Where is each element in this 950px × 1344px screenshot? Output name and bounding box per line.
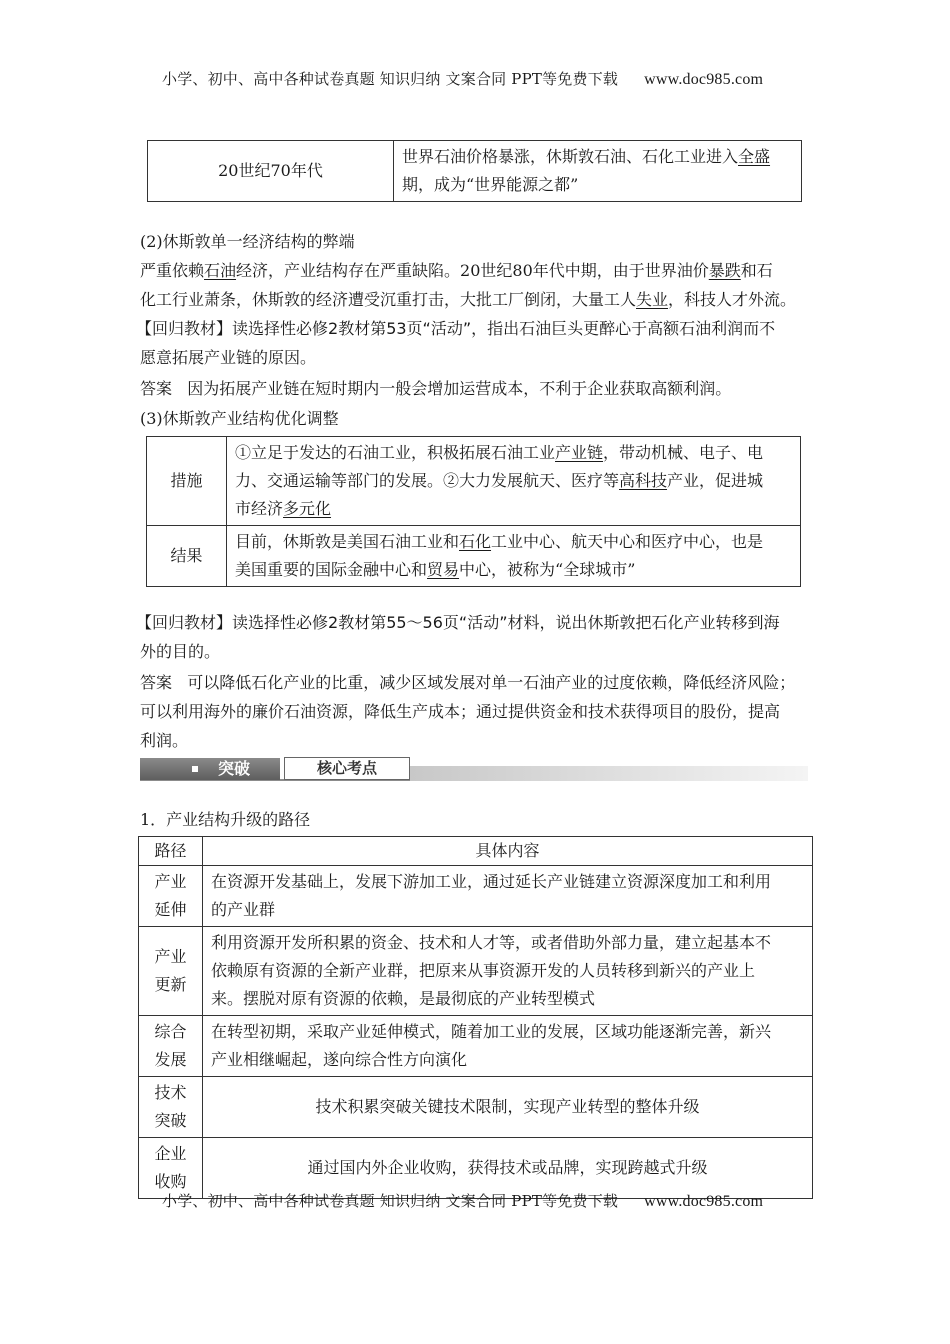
answer-text: 可以降低石化产业的比重，减少区域发展对单一石油产业的过度依赖，降低经济风险； [187, 673, 796, 692]
upgrade-header-path: 路径 [139, 837, 203, 866]
section-bar-left-label: 突破 [218, 759, 251, 778]
page-header [162, 68, 763, 89]
era-desc-cell [394, 141, 802, 202]
review2-text: 读选择性必修2教材第55～56页“活动”材料，说出休斯敦把石化产业转移到海 [232, 613, 780, 632]
path-content: 在资源开发基础上，发展下游加工业，通过延长产业链建立资源深度加工和利用 的产业群 [203, 866, 813, 927]
answer-text: 因为拓展产业链在短时期内一般会增加运营成本，不利于企业获取高额利润。 [187, 379, 732, 398]
answer-label: 答案 [140, 673, 173, 692]
section3-title: (3)休斯敦产业结构优化调整 [140, 409, 339, 428]
page-footer [162, 1190, 763, 1211]
answer-label: 答案 [140, 379, 173, 398]
header-site[interactable]: www.doc985.com [644, 71, 764, 88]
era-table [147, 140, 802, 202]
review2-answer-line3: 利润。 [140, 731, 189, 750]
review1-line2: 愿意拓展产业链的原因。 [140, 348, 317, 367]
review-tag: 【回归教材】 [136, 613, 233, 632]
upgrade-title: 1．产业结构升级的路径 [140, 810, 311, 829]
path-content: 技术积累突破关键技术限制，实现产业转型的整体升级 [203, 1077, 813, 1138]
review2-line2: 外的目的。 [140, 642, 221, 661]
bullet-square-icon [192, 766, 198, 772]
era-cell: 20世纪70年代 [148, 141, 394, 202]
review-tag: 【回归教材】 [136, 319, 233, 338]
path-label: 企业 收购 [139, 1138, 203, 1199]
path-label: 综合 发展 [139, 1016, 203, 1077]
era-desc-underline: 全盛 [738, 147, 771, 166]
review1-line1 [136, 314, 775, 343]
path-label: 技术 突破 [139, 1077, 203, 1138]
era-desc-text-2: 期，成为“世界能源之都” [402, 175, 579, 194]
section2-line2: 化工行业萧条，休斯敦的经济遭受沉重打击，大批工厂倒闭，大量工人失业，科技人才外流。 [140, 290, 797, 309]
review2-answer-line2: 可以利用海外的廉价石油资源，降低生产成本；通过提供资金和技术获得项目的股份，提高 [140, 702, 781, 721]
upgrade-table [138, 836, 813, 1199]
upgrade-header-content: 具体内容 [203, 837, 813, 866]
review2-line1 [136, 608, 780, 637]
path-label: 产业 更新 [139, 927, 203, 1016]
footer-site[interactable]: www.doc985.com [644, 1193, 764, 1210]
path-label: 产业 延伸 [139, 866, 203, 927]
optimize-table [146, 436, 801, 587]
review1-answer [140, 374, 731, 403]
path-content: 利用资源开发所积累的资金、技术和人才等，或者借助外部力量，建立起基本不 依赖原有资源的全新产业群，把原来从事资源开发的人员转移到新兴的产业上 来。摆脱对原有资源的依赖，是最彻底的产业转型模式 [203, 927, 813, 1016]
measure-content: ①立足于发达的石油工业，积极拓展石油工业产业链，带动机械、电子、电 力、交通运输等部门的发展。②大力发展航天、医疗等高科技产业，促进城 市经济多元化 [227, 437, 801, 526]
section-bar-dark [140, 758, 280, 780]
review1-text: 读选择性必修2教材第53页“活动”，指出石油巨头更醉心于高额石油利润而不 [232, 319, 776, 338]
section2-line1: 严重依赖石油经济，产业结构存在严重缺陷。20世纪80年代中期，由于世界油价暴跌和石 [140, 261, 773, 280]
table-row [139, 927, 813, 1016]
path-content: 在转型初期，采取产业延伸模式，随着加工业的发展，区域功能逐渐完善，新兴 产业相继崛起，遂向综合性方向演化 [203, 1016, 813, 1077]
section2-title: (2)休斯敦单一经济结构的弊端 [140, 232, 355, 251]
result-content: 目前，休斯敦是美国石油工业和石化工业中心、航天中心和医疗中心，也是 美国重要的国际金融中心和贸易中心，被称为“全球城市” [227, 526, 801, 587]
table-row [139, 1016, 813, 1077]
section-bar-right-label: 核心考点 [284, 757, 410, 780]
table-row [139, 1077, 813, 1138]
footer-text: 小学、初中、高中各种试卷真题 知识归纳 文案合同 PPT等免费下载 [162, 1192, 619, 1210]
result-label: 结果 [147, 526, 227, 587]
review2-answer-line1 [140, 668, 795, 697]
path-content: 通过国内外企业收购，获得技术或品牌，实现跨越式升级 [203, 1138, 813, 1199]
measure-label: 措施 [147, 437, 227, 526]
table-row [139, 866, 813, 927]
era-desc-text: 世界石油价格暴涨，休斯敦石油、石化工业进入 [402, 147, 739, 166]
header-text: 小学、初中、高中各种试卷真题 知识归纳 文案合同 PPT等免费下载 [162, 70, 619, 88]
section-bar [140, 756, 808, 781]
